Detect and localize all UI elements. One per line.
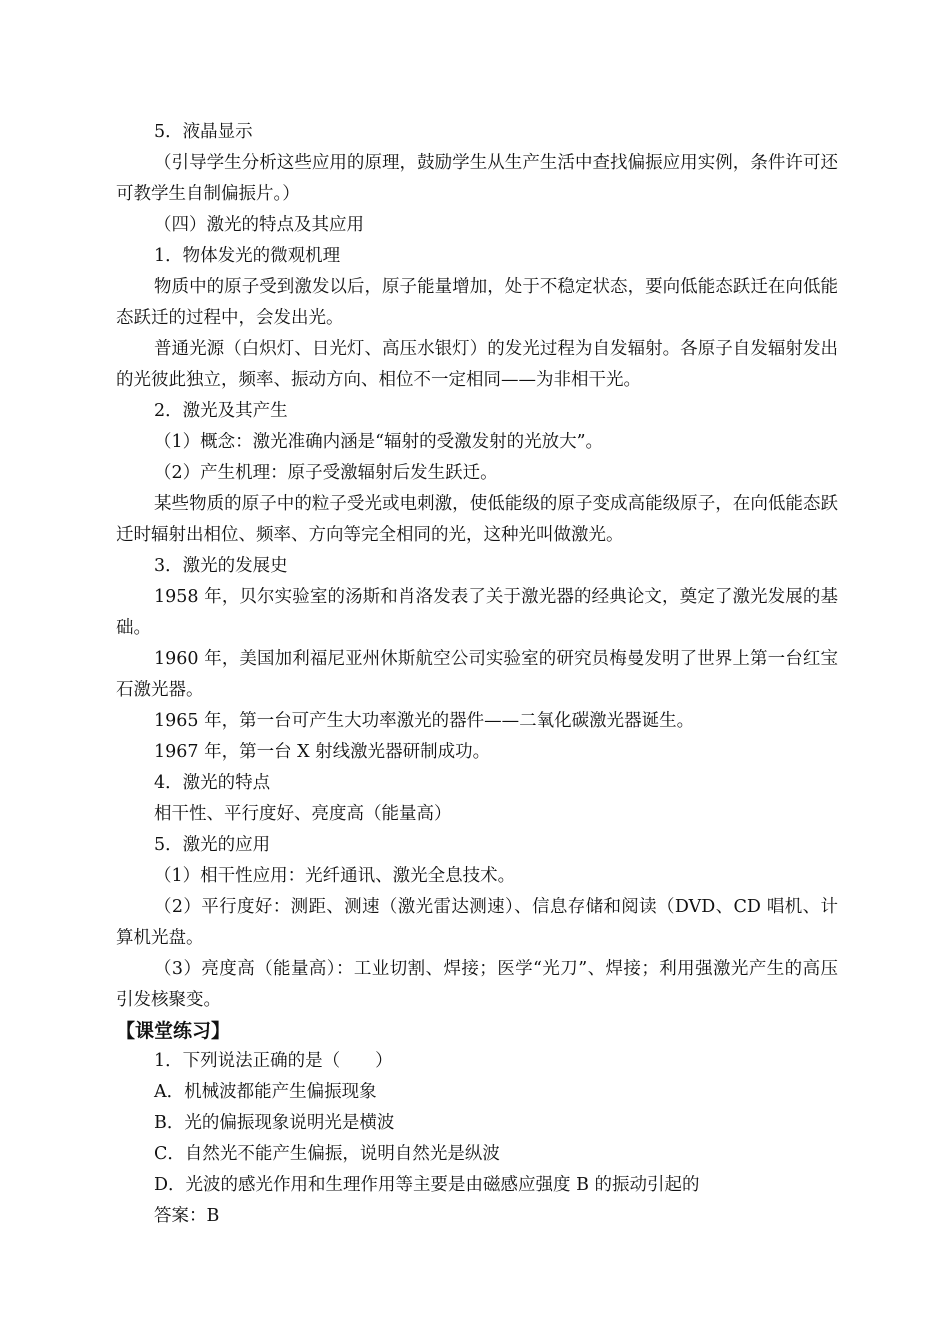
option-b: B．光的偏振现象说明光是横波 [154, 1113, 395, 1133]
history-1958: 1958 年，贝尔实验室的汤斯和肖洛发表了关于激光器的经典论文，奠定了激光发展的基础。 [116, 587, 838, 638]
document-body [116, 117, 838, 1232]
option-a: A．机械波都能产生偏振现象 [154, 1082, 377, 1102]
paragraph-excitation: 物质中的原子受到激发以后，原子能量增加，处于不稳定状态，要向低能态跃迁在向低能态跃迁的过程中，会发出光。 [116, 277, 838, 328]
section-heading-laser: （四）激光的特点及其应用 [154, 215, 364, 235]
subheading-emission-mechanism: 1．物体发光的微观机理 [154, 246, 341, 266]
history-1965: 1965 年，第一台可产生大功率激光的器件——二氧化碳激光器诞生。 [154, 711, 695, 731]
subheading-laser-features: 4．激光的特点 [154, 773, 271, 793]
features-line: 相干性、平行度好、亮度高（能量高） [154, 804, 452, 824]
classroom-practice-heading: 【课堂练习】 [116, 1020, 231, 1042]
history-1967: 1967 年，第一台 X 射线激光器研制成功。 [154, 742, 491, 762]
answer-line: 答案：B [154, 1206, 220, 1226]
history-1960: 1960 年，美国加利福尼亚州休斯航空公司实验室的研究员梅曼发明了世界上第一台红宝石激光器。 [116, 649, 838, 700]
application-parallelism: （2）平行度好：测距、测速（激光雷达测速）、信息存储和阅读（DVD、CD 唱机、计算机光盘。 [116, 897, 838, 948]
subheading-laser-history: 3．激光的发展史 [154, 556, 288, 576]
option-d: D．光波的感光作用和生理作用等主要是由磁感应强度 B 的振动引起的 [154, 1175, 700, 1195]
option-c: C．自然光不能产生偏振，说明自然光是纵波 [154, 1144, 500, 1164]
concept-line: （1）概念：激光准确内涵是“辐射的受激发射的光放大”。 [154, 432, 604, 452]
paragraph-stimulated-emission: 某些物质的原子中的粒子受光或电刺激，使低能级的原子变成高能级原子，在向低能态跃迁时辐射出相位、频率、方向等完全相同的光，这种光叫做激光。 [116, 494, 838, 545]
practice-question: 1．下列说法正确的是（ ） [154, 1051, 393, 1071]
paragraph-spontaneous-emission: 普通光源（白炽灯、日光灯、高压水银灯）的发光过程为自发辐射。各原子自发辐射发出的光彼此独立，频率、振动方向、相位不一定相同——为非相干光。 [116, 339, 838, 390]
section-item-lcd: 5．液晶显示 [154, 122, 253, 142]
mechanism-line: （2）产生机理：原子受激辐射后发生跃迁。 [154, 463, 498, 483]
subheading-laser-production: 2．激光及其产生 [154, 401, 288, 421]
subheading-laser-applications: 5．激光的应用 [154, 835, 271, 855]
application-coherence: （1）相干性应用：光纤通讯、激光全息技术。 [154, 866, 516, 886]
teaching-note: （引导学生分析这些应用的原理，鼓励学生从生产生活中查找偏振应用实例，条件许可还可教学生自制偏振片。） [116, 153, 838, 204]
application-brightness: （3）亮度高（能量高）：工业切割、焊接；医学“光刀”、焊接；利用强激光产生的高压引发核聚变。 [116, 959, 838, 1010]
